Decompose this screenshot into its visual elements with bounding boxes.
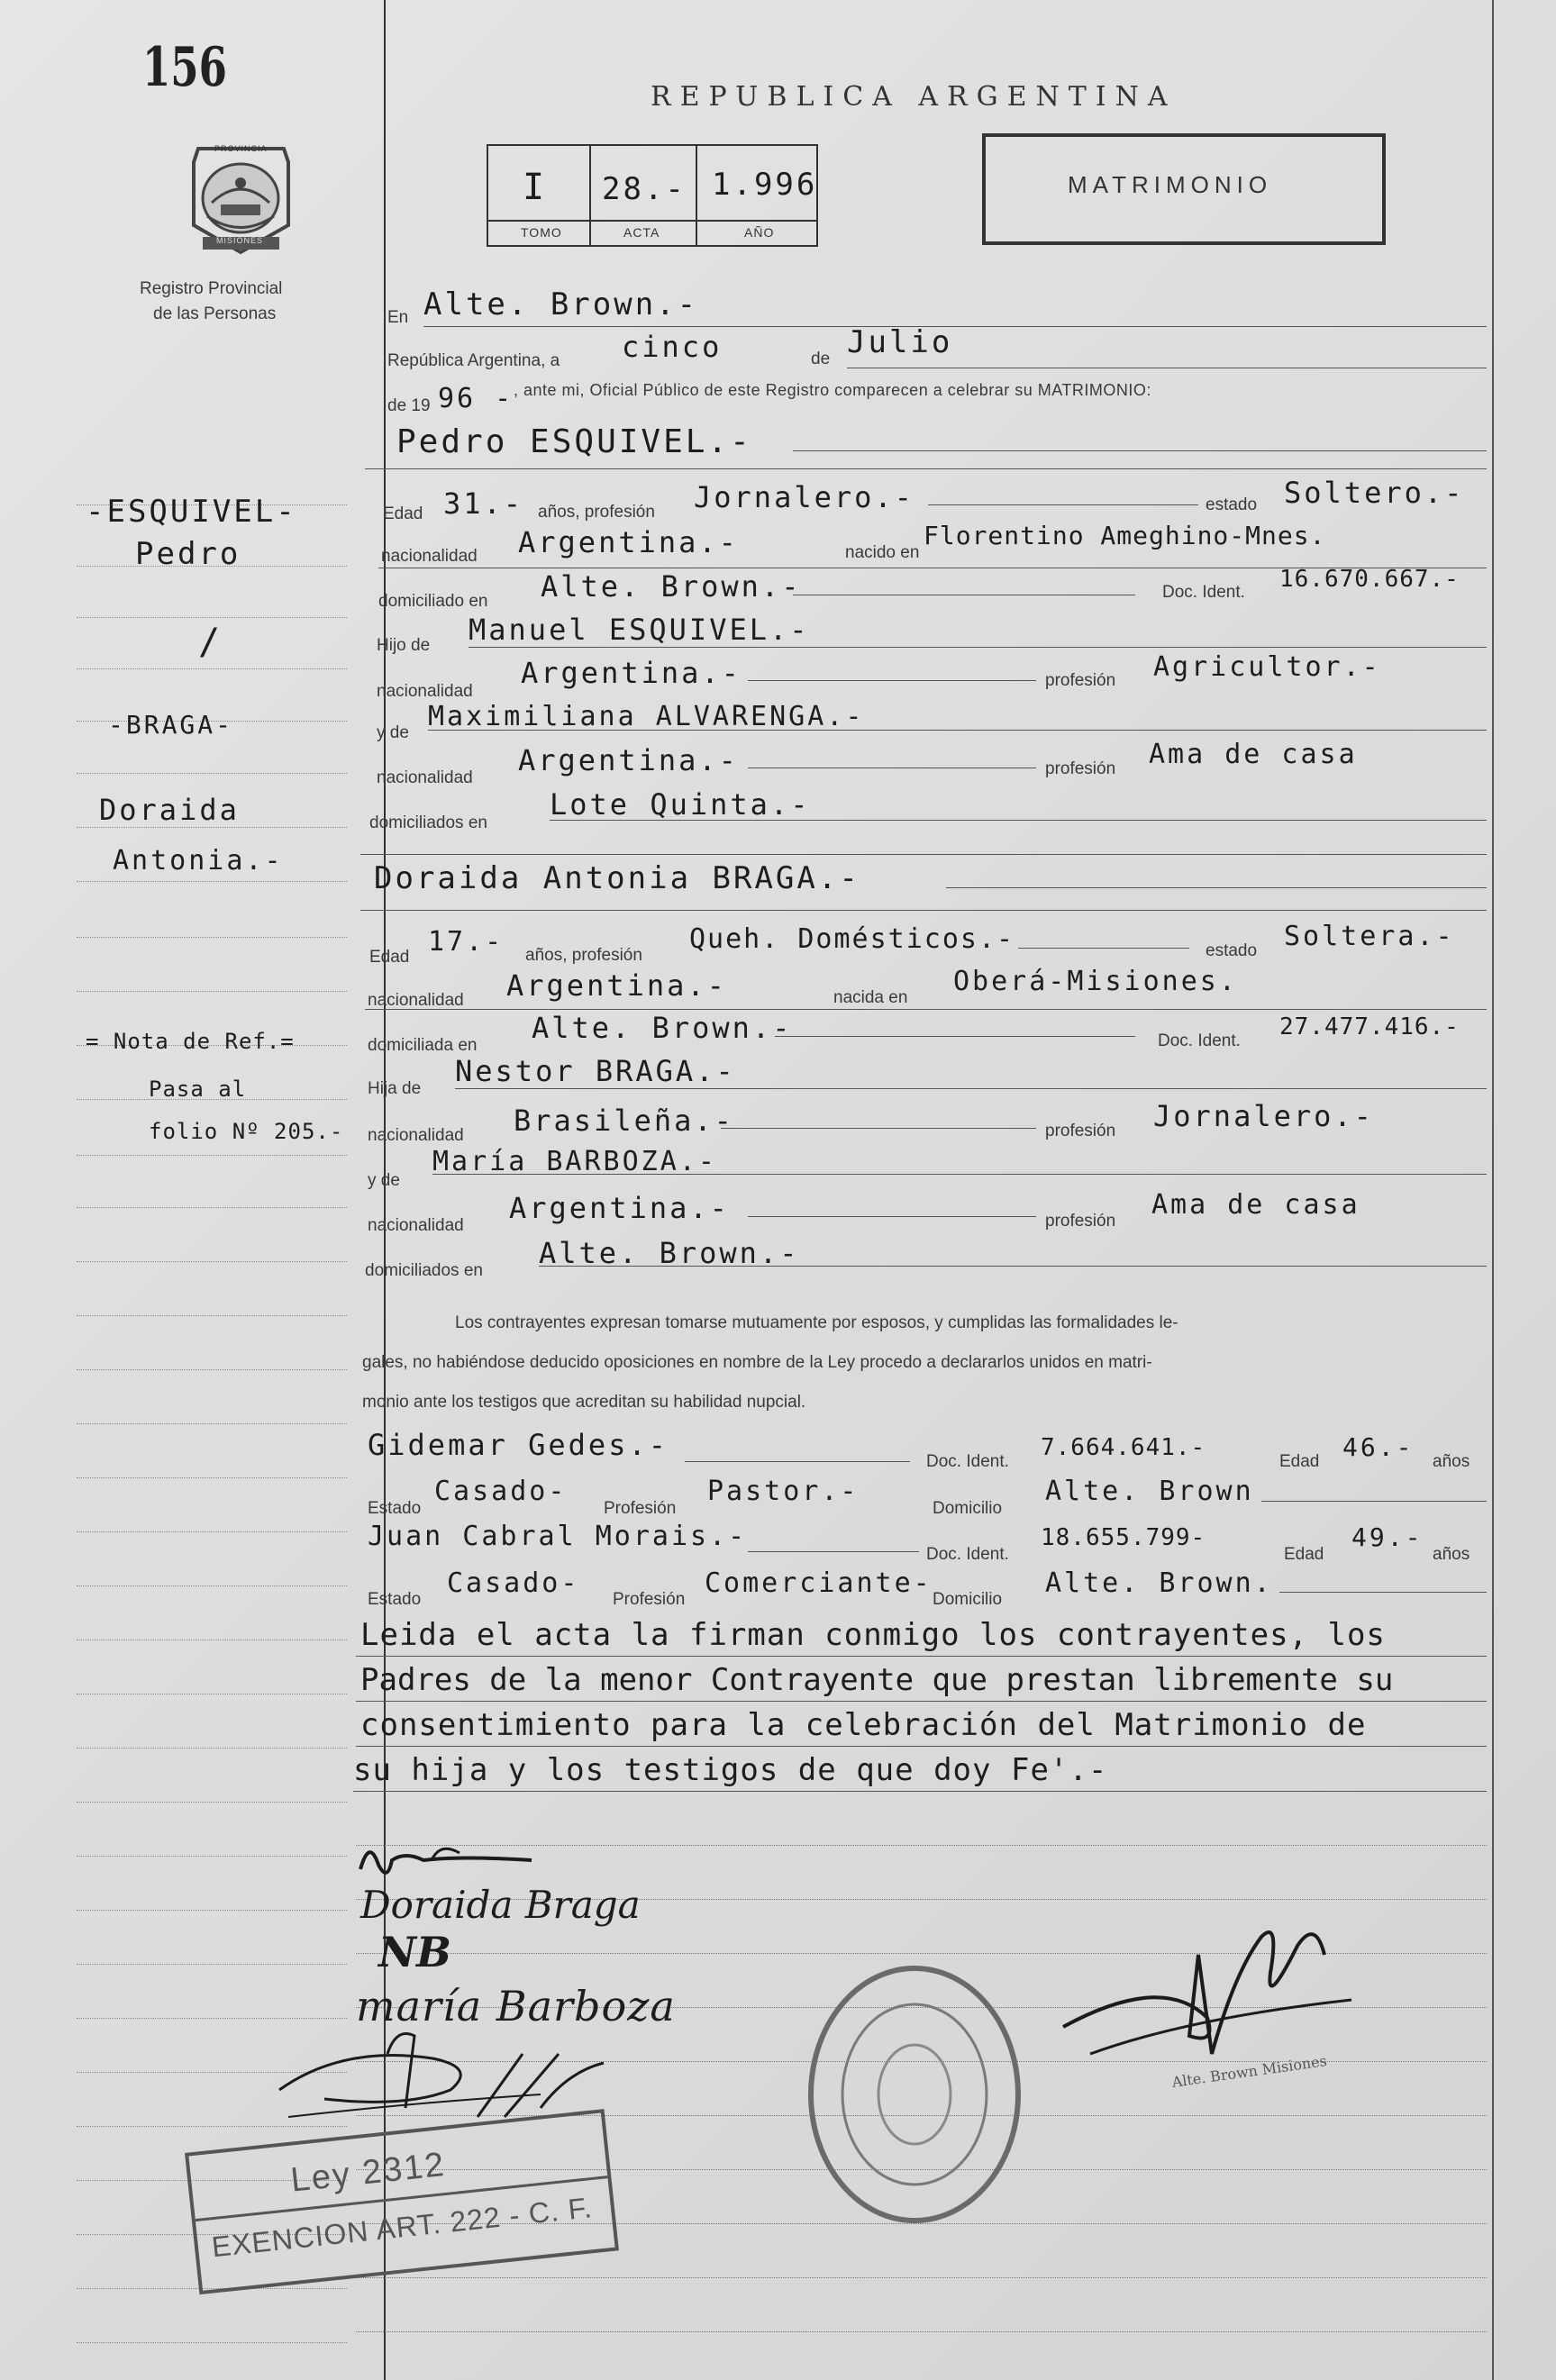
bride-father-nationality: Brasileña.- bbox=[514, 1104, 734, 1138]
witness2-doc: 18.655.799- bbox=[1041, 1524, 1206, 1551]
bride-nacionalidad-label: nacionalidad bbox=[368, 991, 464, 1010]
groom-signature bbox=[351, 1833, 568, 1887]
groom-age: 31.- bbox=[443, 486, 524, 521]
year-suffix: 96 - bbox=[438, 383, 514, 414]
groom-mother-nat-label: nacionalidad bbox=[377, 768, 473, 787]
tomo-value: I bbox=[523, 167, 548, 208]
groom-father-prof-label: profesión bbox=[1045, 671, 1116, 690]
witness1-address: Alte. Brown bbox=[1045, 1476, 1254, 1507]
witness1-name: Gidemar Gedes.- bbox=[368, 1428, 669, 1462]
declaration-line2: gales, no habiéndose deducido oposiciones en nombre de la Ley procedo a declararlos unidos en matri- bbox=[362, 1353, 1152, 1372]
bride-mother-nat-label: nacionalidad bbox=[368, 1216, 464, 1235]
bride-father-profession: Jornalero.- bbox=[1153, 1099, 1374, 1133]
closing-line4: su hija y los testigos de que doy Fe'.- bbox=[353, 1752, 1108, 1788]
bride-birthplace: Oberá-Misiones. bbox=[953, 966, 1238, 997]
bride-age: 17.- bbox=[428, 926, 505, 958]
witness2-address: Alte. Brown. bbox=[1045, 1567, 1273, 1599]
registry-name-line1: Registro Provincial bbox=[140, 279, 283, 298]
bride-mother-profession: Ama de casa bbox=[1151, 1189, 1360, 1221]
witness1-doc-label: Doc. Ident. bbox=[926, 1452, 1009, 1471]
declaration-line1: Los contrayentes expresan tomarse mutuamente por esposos, y cumplidas las formalidades le- bbox=[455, 1313, 1178, 1332]
margin-groom-surname: -ESQUIVEL- bbox=[86, 494, 297, 530]
witness2-name: Juan Cabral Morais.- bbox=[368, 1521, 748, 1552]
country-title: REPUBLICA ARGENTINA bbox=[651, 81, 1177, 113]
mother-signature: maría Barboza bbox=[356, 1982, 676, 2030]
record-type-label: MATRIMONIO bbox=[1068, 171, 1273, 198]
groom-mother-profession: Ama de casa bbox=[1149, 739, 1358, 770]
groom-father-profession: Agricultor.- bbox=[1153, 651, 1381, 683]
year-prefix: de 19 bbox=[387, 396, 431, 415]
seal-caption-bottom: MISIONES bbox=[216, 236, 264, 245]
bride-civil-status: Soltera.- bbox=[1284, 921, 1455, 952]
margin-note-2: Pasa al bbox=[149, 1076, 247, 1102]
groom-hijo-label: Hijo de bbox=[377, 636, 431, 655]
closing-line1: Leida el acta la firman conmigo los contrayentes, los bbox=[360, 1617, 1386, 1653]
republica-label: República Argentina, a bbox=[387, 351, 560, 370]
margin-note-1: = Nota de Ref.= bbox=[86, 1029, 295, 1054]
bride-mother-nationality: Argentina.- bbox=[509, 1191, 730, 1225]
groom-nacionalidad-label: nacionalidad bbox=[381, 547, 478, 566]
bride-profession: Queh. Domésticos.- bbox=[689, 923, 1015, 955]
bride-profesion-label: años, profesión bbox=[525, 946, 642, 965]
father-signature: NB bbox=[378, 1928, 451, 1976]
groom-civil-status: Soltero.- bbox=[1284, 476, 1465, 510]
declaration-line3: monio ante los testigos que acreditan su habilidad nupcial. bbox=[362, 1393, 806, 1412]
tomo-label: TOMO bbox=[521, 225, 562, 240]
margin-bride-name-2: Antonia.- bbox=[113, 845, 284, 877]
ley-stamp-line1: Ley 2312 bbox=[288, 2145, 448, 2200]
bride-domiciliada-label: domiciliada en bbox=[368, 1036, 478, 1055]
en-label: En bbox=[387, 308, 409, 327]
bride-address: Alte. Brown.- bbox=[532, 1011, 793, 1045]
ano-label: AÑO bbox=[744, 225, 775, 240]
official-rect-stamp-text: Alte. Brown Misiones bbox=[1170, 2052, 1328, 2091]
witness1-age: 46.- bbox=[1342, 1432, 1415, 1462]
bride-father-nat-label: nacionalidad bbox=[368, 1126, 464, 1145]
witness2-age: 49.- bbox=[1351, 1522, 1424, 1552]
groom-birthplace: Florentino Ameghino-Mnes. bbox=[924, 521, 1326, 550]
bride-estado-label: estado bbox=[1206, 941, 1258, 960]
witness2-profession: Comerciante- bbox=[705, 1567, 933, 1599]
groom-nationality: Argentina.- bbox=[518, 525, 739, 559]
bride-parents-address: Alte. Brown.- bbox=[539, 1236, 800, 1270]
witness1-profession: Pastor.- bbox=[707, 1476, 860, 1507]
groom-yde-label: y de bbox=[377, 723, 409, 742]
margin-bride-name-1: Doraida bbox=[99, 793, 240, 827]
closing-line2: Padres de la menor Contrayente que prestan libremente su bbox=[360, 1662, 1394, 1698]
page-right-edge bbox=[1492, 0, 1494, 2380]
place-value: Alte. Brown.- bbox=[423, 286, 699, 322]
bride-mother-prof-label: profesión bbox=[1045, 1212, 1116, 1231]
groom-mother-nationality: Argentina.- bbox=[518, 743, 739, 777]
witness2-estado-label: Estado bbox=[368, 1590, 422, 1609]
witness1-estado-label: Estado bbox=[368, 1499, 422, 1518]
bride-father: Nestor BRAGA.- bbox=[455, 1054, 736, 1088]
witness2-profesion-label: Profesión bbox=[613, 1590, 686, 1609]
ano-value: 1.996 bbox=[712, 167, 818, 203]
bride-full-name: Doraida Antonia BRAGA.- bbox=[374, 860, 860, 896]
margin-note-3: folio Nº 205.- bbox=[149, 1119, 344, 1144]
groom-mother-prof-label: profesión bbox=[1045, 759, 1116, 778]
bride-signature: Doraida Braga bbox=[360, 1883, 641, 1927]
groom-father-nat-label: nacionalidad bbox=[377, 682, 473, 701]
witness1-profesion-label: Profesión bbox=[604, 1499, 677, 1518]
bride-nacida-label: nacida en bbox=[833, 988, 908, 1007]
groom-parents-dom-label: domiciliados en bbox=[369, 813, 487, 832]
groom-full-name: Pedro ESQUIVEL.- bbox=[396, 423, 752, 460]
witness2-doc-label: Doc. Ident. bbox=[926, 1545, 1009, 1564]
ley-stamp bbox=[185, 2109, 619, 2294]
witness1-status: Casado- bbox=[434, 1476, 568, 1507]
margin-separator: / bbox=[198, 622, 223, 663]
groom-domiciliado-label: domiciliado en bbox=[378, 592, 488, 611]
month-value: Julio bbox=[847, 324, 953, 360]
bride-mother: María BARBOZA.- bbox=[432, 1146, 717, 1177]
witness1-domicilio-label: Domicilio bbox=[933, 1499, 1003, 1518]
seal-caption-top: PROVINCIA bbox=[214, 144, 268, 153]
bride-nationality: Argentina.- bbox=[506, 968, 727, 1003]
groom-parents-address: Lote Quinta.- bbox=[550, 787, 811, 822]
bride-doc: 27.477.416.- bbox=[1279, 1013, 1460, 1040]
ley-stamp-line2: EXENCION ART. 222 - C. F. bbox=[210, 2191, 595, 2264]
margin-groom-name: Pedro bbox=[135, 536, 241, 572]
de-label: de bbox=[811, 350, 831, 368]
groom-profesion-label: años, profesión bbox=[538, 503, 655, 522]
groom-nacido-label: nacido en bbox=[845, 543, 920, 562]
registry-name-line2: de las Personas bbox=[153, 304, 277, 323]
bride-yde-label: y de bbox=[368, 1171, 400, 1190]
witness2-anos-label: años bbox=[1433, 1545, 1470, 1564]
groom-doc-label: Doc. Ident. bbox=[1162, 583, 1245, 602]
acta-value: 28.- bbox=[602, 171, 687, 207]
day-value: cinco bbox=[622, 330, 723, 364]
closing-line3: consentimiento para la celebración del Matrimonio de bbox=[360, 1707, 1367, 1743]
bride-hija-label: Hija de bbox=[368, 1079, 422, 1098]
margin-bride-surname: -BRAGA- bbox=[108, 710, 234, 740]
witness1-doc: 7.664.641.- bbox=[1041, 1434, 1206, 1461]
groom-father: Manuel ESQUIVEL.- bbox=[469, 613, 810, 647]
official-round-stamp bbox=[802, 1959, 1027, 2230]
bride-edad-label: Edad bbox=[369, 948, 410, 967]
bride-doc-label: Doc. Ident. bbox=[1158, 1031, 1241, 1050]
groom-address: Alte. Brown.- bbox=[541, 569, 802, 604]
intro-text: , ante mi, Oficial Público de este Registro comparecen a celebrar su MATRIMONIO: bbox=[514, 381, 1151, 399]
groom-edad-label: Edad bbox=[383, 504, 423, 523]
witness2-edad-label: Edad bbox=[1284, 1545, 1324, 1564]
groom-profession: Jornalero.- bbox=[694, 480, 914, 514]
bride-parents-dom-label: domiciliados en bbox=[365, 1261, 483, 1280]
page-number: 156 bbox=[142, 36, 227, 99]
witness1-edad-label: Edad bbox=[1279, 1452, 1320, 1471]
groom-father-nationality: Argentina.- bbox=[521, 656, 742, 690]
witness1-anos-label: años bbox=[1433, 1452, 1470, 1471]
bride-father-prof-label: profesión bbox=[1045, 1122, 1116, 1140]
groom-mother: Maximiliana ALVARENGA.- bbox=[428, 701, 865, 732]
witness2-domicilio-label: Domicilio bbox=[933, 1590, 1003, 1609]
groom-doc: 16.670.667.- bbox=[1279, 566, 1460, 593]
groom-estado-label: estado bbox=[1206, 495, 1258, 514]
witness2-status: Casado- bbox=[447, 1567, 580, 1599]
acta-label: ACTA bbox=[623, 225, 660, 240]
